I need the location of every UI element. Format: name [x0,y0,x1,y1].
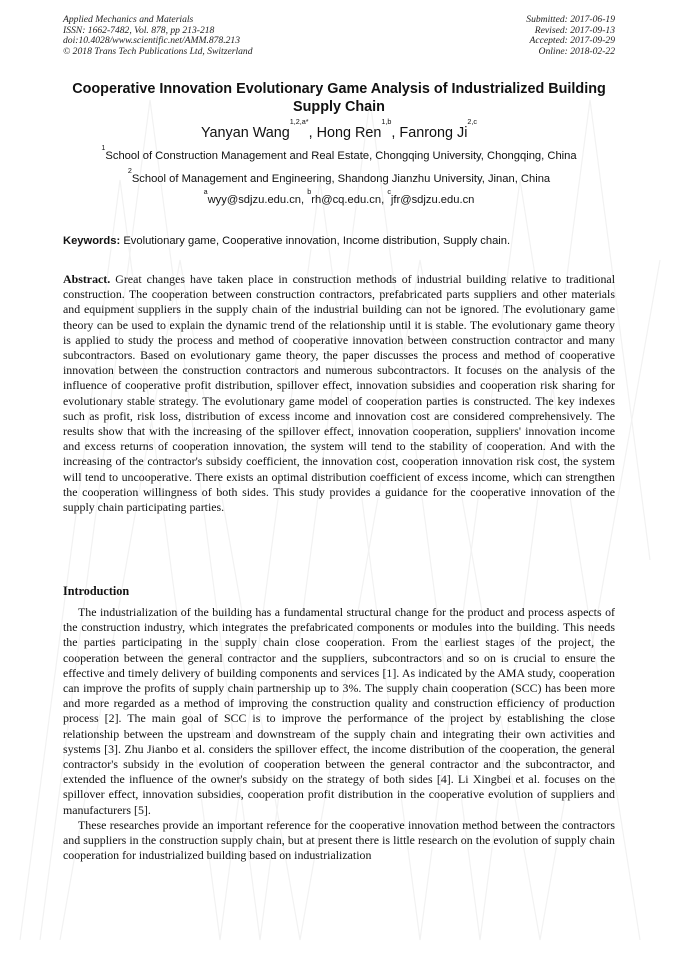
keywords-label: Keywords: [63,235,121,247]
issn-line: ISSN: 1662-7482, Vol. 878, pp 213-218 [63,24,215,36]
introduction-body [63,605,615,863]
email-link[interactable]: rh@cq.edu.cn [311,194,382,206]
revised-date: Revised: 2017-09-13 [534,24,615,36]
keywords-line [63,235,615,248]
paragraph: The industrialization of the building has a fundamental structural change for the product and process aspects of the construction industry, which integrates the prefabricated components or modules into the building. This needs the parties participating in the supply chain close cooperation. From the earliest stages of the project, the cooperation between the general contractor and the suppliers, subcontractors and so on is crucial to ensure the effective and timely delivery of building components and services [1]. As indicated by the AMA study, cooperation can improve the profits of supply chain partnership up to 3%. The supply chain cooperation (SCC) has been more and more regarded as a method of improving the construction quality and construction efficiency of production process [2]. The main goal of SCC is to improve the performance of the project by establishing the close relationship between the upstream and downstream of the supply chain and integrating their own activities and systems [3]. Zhu Jianbo et al. considers the spillover effect, the income distribution of the cooperation, the general contractor's subsidy in the evolution of cooperation between the general contractor and the subcontractor, and extended the influence of the owner's subsidy on the strategy of both sides [4]. Li Xingbei et al. focuses on the spillover effect, innovation subsidies, cooperation profit distribution in the cooperative evolution of suppliers and manufacturers [5]. [63,605,615,817]
affiliation-marker: 2 [127,166,132,175]
author-affiliation-marker: 2,c [467,117,477,126]
email-marker: b [307,187,312,196]
abstract-label: Abstract. [63,272,111,286]
affiliation-marker: 1 [101,143,106,152]
online-date: Online: 2018-02-22 [538,45,615,57]
section-heading-introduction: Introduction [63,584,130,598]
email-marker: c [387,187,391,196]
author-affiliation-marker: 1,b [381,117,392,126]
accepted-date: Accepted: 2017-09-29 [529,35,615,47]
author-name: Yanyan Wang [201,125,290,141]
abstract-text: Great changes have taken place in construction methods of industrial building relative to traditional construction. The cooperation between construction contractors, prefabricated parts suppliers and other materials and equipment suppliers in the supply chain of the industrial building can not be ignored. The evolutionary game theory can be used to explain the dynamic trend of the relationship until it is stable. The evolutionary game theory is applied to study the process and method of cooperative innovation between construction contractor and many subcontractors. Based on evolutionary game theory, the paper discusses the process and method of cooperative innovation between the construction contractors and numerous subcontractors. It focuses on the analysis of the influence of cooperative profit distribution, spillover effect, innovation subsidies and cooperation risk sharing for evolutionary stable strategy. The evolutionary game model of cooperation parties is constructed. The key indexes such as profit, risk loss, distribution of excess income and innovation cost are considered comprehensively. The results show that with the increasing of the spillover effect, innovation cooperation, suppliers' innovation income and excess returns of cooperation innovation, the system will tend to the stability of cooperation. And with the increasing of the contractor's subsidy coefficient, the innovation cost, cooperation innovation risk cost, the system will tend to uncooperative. There exists an optimal distribution coefficient of excess income, which can strengthen the cooperation willingness of both sides. This study provides a guidance for the cooperative innovation of the supply chain participating parties. [63,272,616,515]
journal-info [63,15,253,57]
email-list: $^a$wyy@sdjzu.edu.cn, $^b$rh@cq.edu.cn, $^c$jfr@sdjzu.edu.cn [203,187,475,206]
submitted-date: Submitted: 2017-06-19 [526,14,615,25]
email-marker: a [203,187,208,196]
affiliation-text: School of Construction Management and Real Estate, Chongqing University, Chongqing, China [105,150,577,162]
affiliation-2 [63,166,615,186]
email-link[interactable]: wyy@sdjzu.edu.cn [207,194,302,206]
author-name: Hong Ren [316,125,382,141]
affiliation-1 [63,143,615,163]
email-link[interactable]: jfr@sdjzu.edu.cn [390,194,475,206]
publication-dates [526,15,615,57]
copyright-line: © 2018 Trans Tech Publications Ltd, Switzerland [63,45,253,57]
keywords-text: Evolutionary game, Cooperative innovation, Income distribution, Supply chain. [123,235,511,247]
author-affiliation-marker: 1,2,a* [289,117,309,126]
author-list: Yanyan Wang$^{1,2,a*}$, Hong Ren$^{1,b}$, Fanrong Ji$^{2,c}$ [201,117,477,141]
paper-title: Cooperative Innovation Evolutionary Game Analysis of Industrialized Building Supply Chain [72,81,606,115]
journal-name: Applied Mechanics and Materials [63,14,194,25]
doi-line: doi:10.4028/www.scientific.net/AMM.878.213 [63,35,241,47]
paragraph: These researches provide an important reference for the cooperative innovation method between the contractors and suppliers in the construction supply chain, but at present there is little research on the evolution of supply chain cooperation for industrialized building based on industrialization [63,817,615,863]
author-name: Fanrong Ji [399,125,468,141]
affiliation-text: School of Management and Engineering, Shandong Jianzhu University, Jinan, China [131,173,551,185]
abstract [63,272,615,515]
